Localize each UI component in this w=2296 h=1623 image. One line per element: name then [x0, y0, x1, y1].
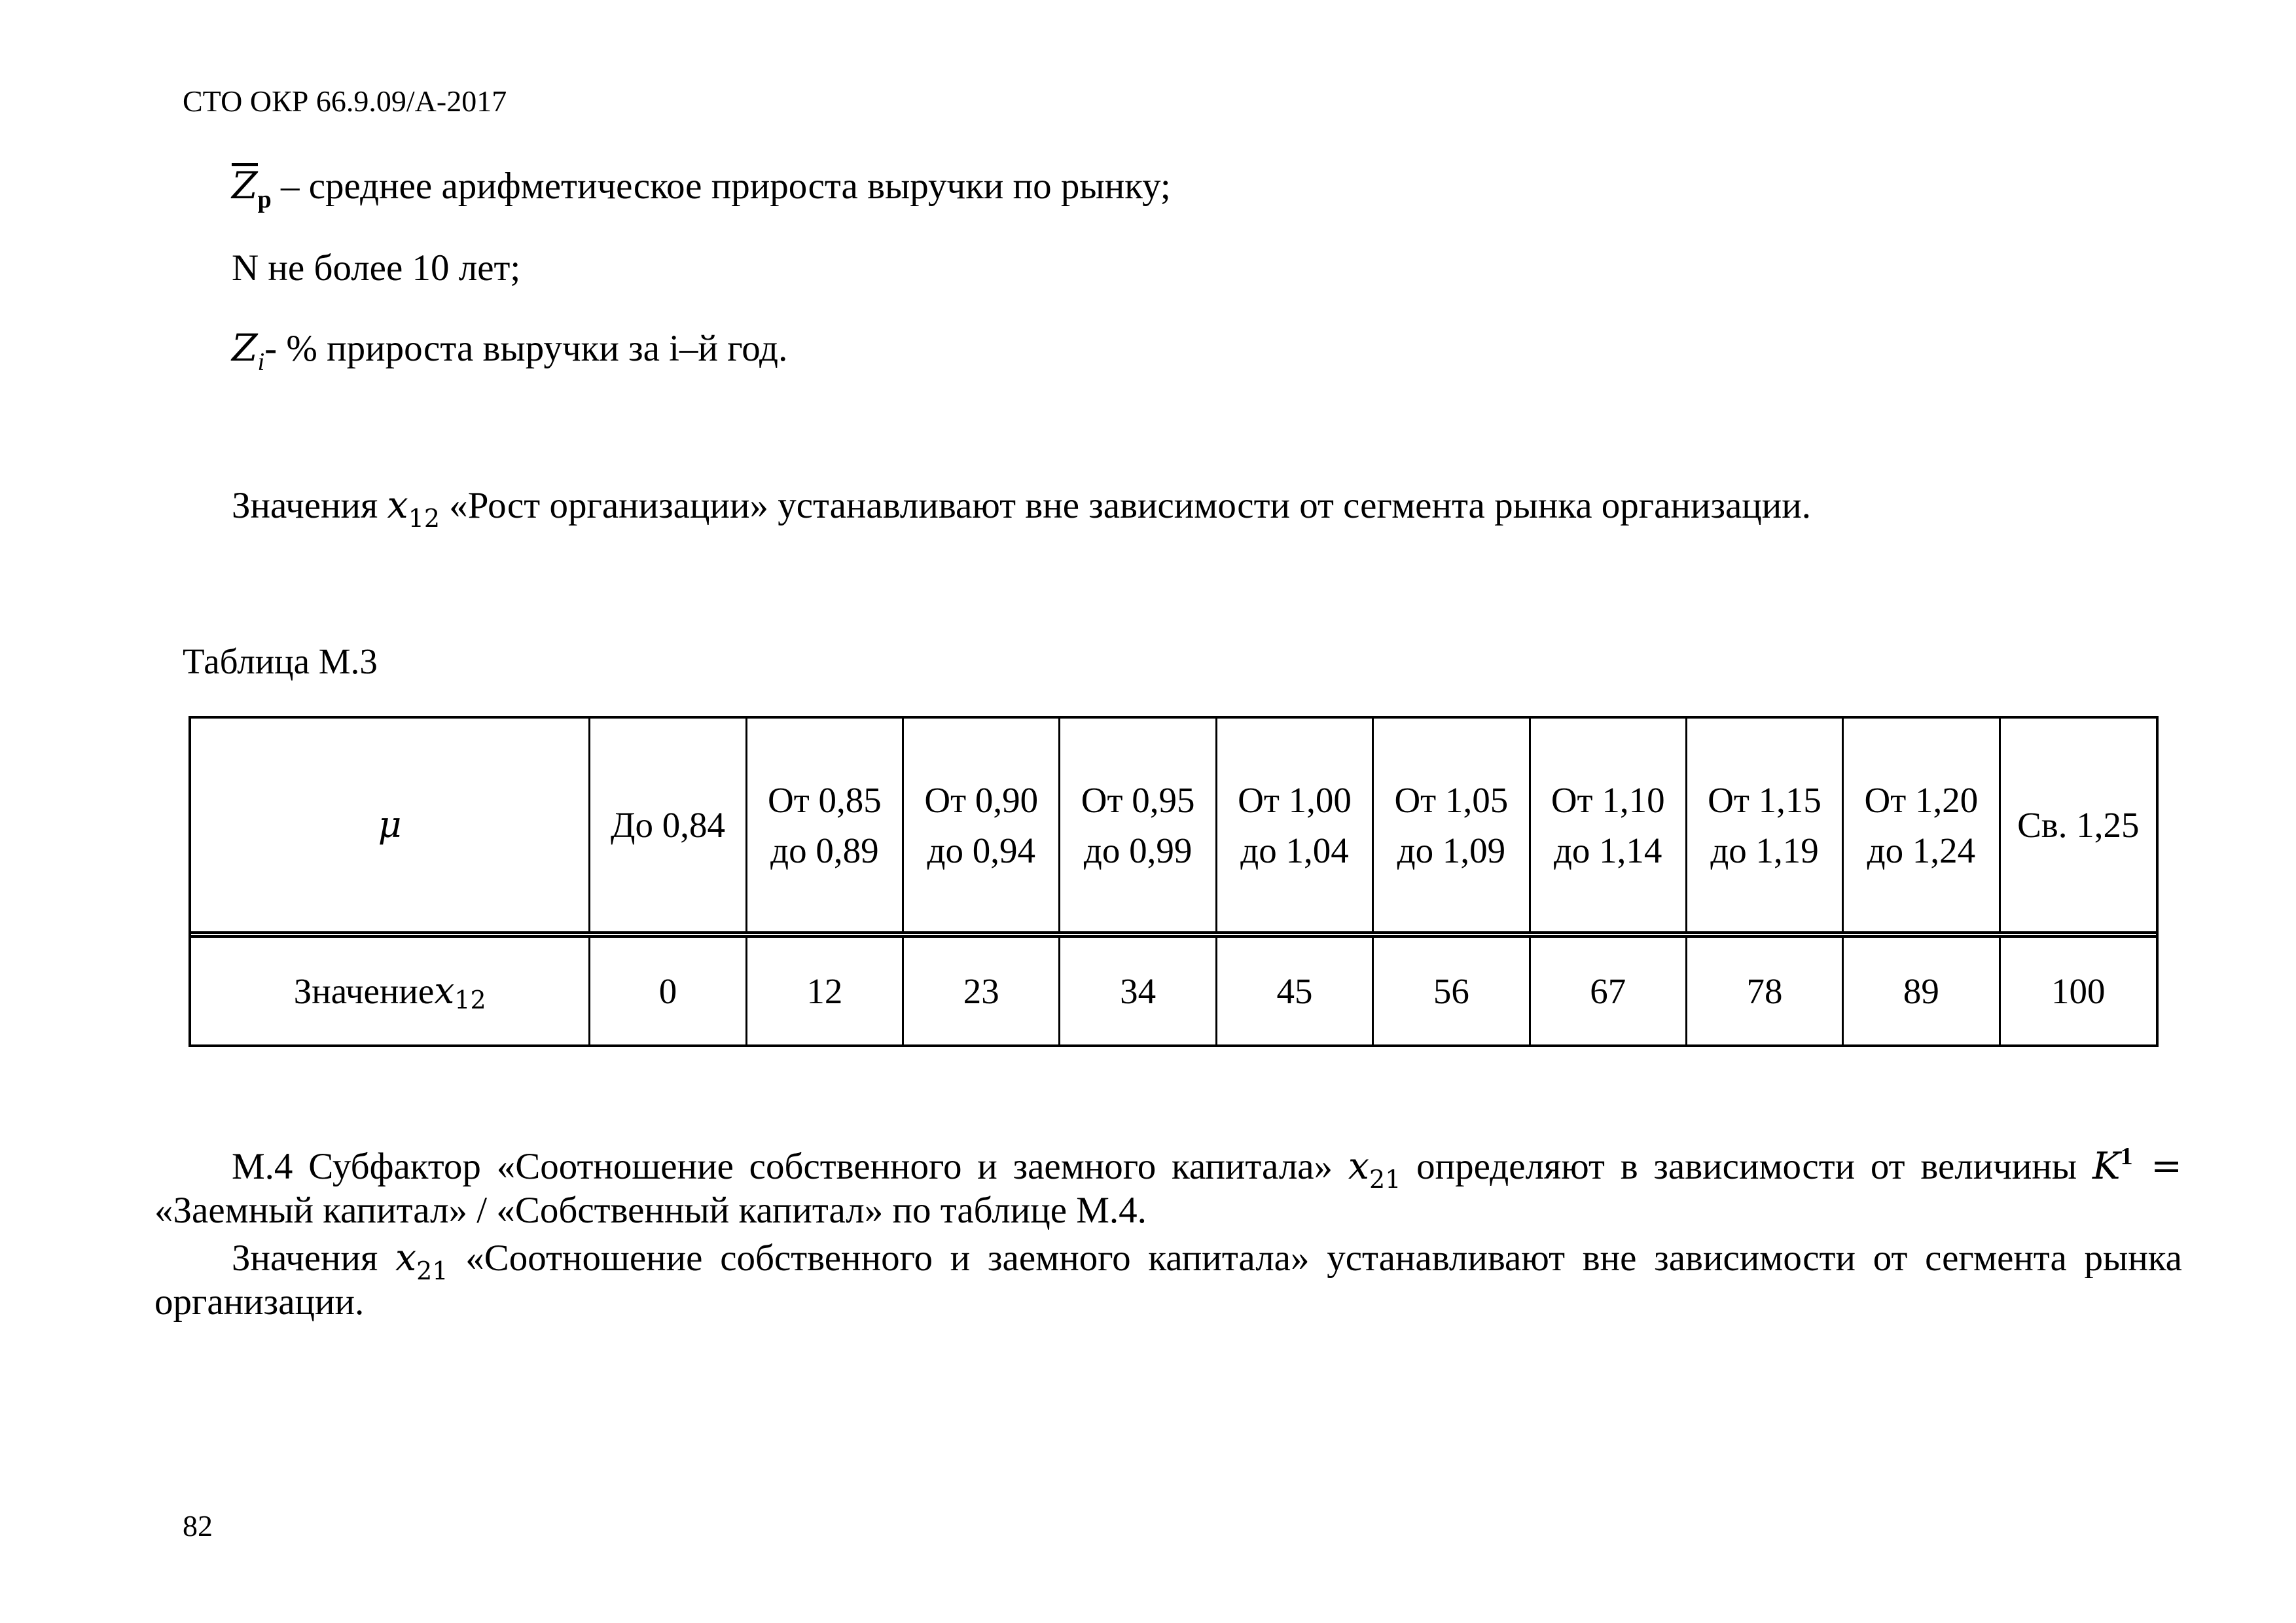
definition-n — [232, 249, 520, 287]
formula-symbol: x — [387, 484, 408, 527]
formula-symbol: Z — [232, 327, 258, 370]
document-header: СТО ОКР 66.9.09/А-2017 — [183, 84, 507, 118]
formula-symbol: Z — [232, 164, 258, 207]
table-cell: 56 — [1372, 938, 1528, 1044]
definition-text: - % прироста выручки за i–й год. — [264, 328, 788, 369]
definition-zi — [232, 327, 788, 376]
table-cell: 0 — [588, 938, 745, 1044]
table-m3 — [188, 716, 2159, 1047]
table-header-cell: От 1,00 до 1,04 — [1215, 719, 1372, 931]
table-header-row — [191, 719, 2156, 931]
table-cell: 89 — [1842, 938, 1998, 1044]
formula-subscript: i — [257, 348, 265, 376]
table-header-cell: От 1,05 до 1,09 — [1372, 719, 1528, 931]
table-row — [191, 938, 2156, 1044]
paragraph-m4-line4: организации. — [154, 1281, 365, 1323]
paragraph-m4-line2: «Заемный капитал» / «Собственный капитал» по таблице М.4. — [154, 1190, 1147, 1231]
table-header-cell: От 0,95 до 0,99 — [1058, 719, 1215, 931]
page-number: 82 — [183, 1509, 213, 1543]
table-cell: 78 — [1685, 938, 1842, 1044]
table-header-cell: От 0,90 до 0,94 — [902, 719, 1058, 931]
formula-symbol: x — [395, 1236, 417, 1279]
formula-symbol: x — [1348, 1145, 1370, 1188]
statement-before: Значения — [232, 485, 387, 526]
formula-subscript: 21 — [1369, 1165, 1401, 1194]
table-header-separator — [191, 931, 2156, 938]
table-header-cell: От 0,85 до 0,89 — [745, 719, 902, 931]
definition-zp — [232, 163, 1171, 213]
formula-subscript: 12 — [408, 504, 440, 533]
table-cell: 67 — [1529, 938, 1685, 1044]
statement-after: «Рост организации» устанавливают вне зависимости от сегмента рынка организации. — [440, 485, 1812, 526]
paragraph-m4-line1: М.4 Субфактор «Соотношение собственного и заемного капитала» $x_{21}$ определяют в зависимости от величины $K^1$ = — [232, 1143, 2182, 1194]
formula-symbol: K — [2092, 1145, 2121, 1188]
table-header-cell: До 0,84 — [588, 719, 745, 931]
table-header-label: μ — [378, 804, 402, 846]
table-row-label: Значение x 12 — [293, 970, 486, 1014]
table-cell: 100 — [1999, 938, 2156, 1044]
table-header-cell: От 1,15 до 1,19 — [1685, 719, 1842, 931]
table-cell: 34 — [1058, 938, 1215, 1044]
paragraph-m4-line3: Значения $x_{21}$ «Соотношение собственного и заемного капитала» устанавливают вне зависимости от сегмента рынка — [232, 1236, 2182, 1285]
formula-subscript: 21 — [416, 1257, 448, 1285]
statement-x12 — [232, 484, 1812, 533]
table-header-cell: От 1,20 до 1,24 — [1842, 719, 1998, 931]
table-cell: 23 — [902, 938, 1058, 1044]
definition-text: – среднее арифметическое прироста выручки по рынку; — [271, 166, 1171, 207]
table-header-cell: Св. 1,25 — [1999, 719, 2156, 931]
table-caption: Таблица М.3 — [183, 641, 378, 681]
formula-subscript: р — [257, 186, 272, 213]
table-cell: 45 — [1215, 938, 1372, 1044]
formula-superscript: 1 — [2120, 1143, 2133, 1170]
table-header-cell: От 1,10 до 1,14 — [1529, 719, 1685, 931]
table-cell: 12 — [745, 938, 902, 1044]
definition-text: N не более 10 лет; — [232, 247, 521, 289]
